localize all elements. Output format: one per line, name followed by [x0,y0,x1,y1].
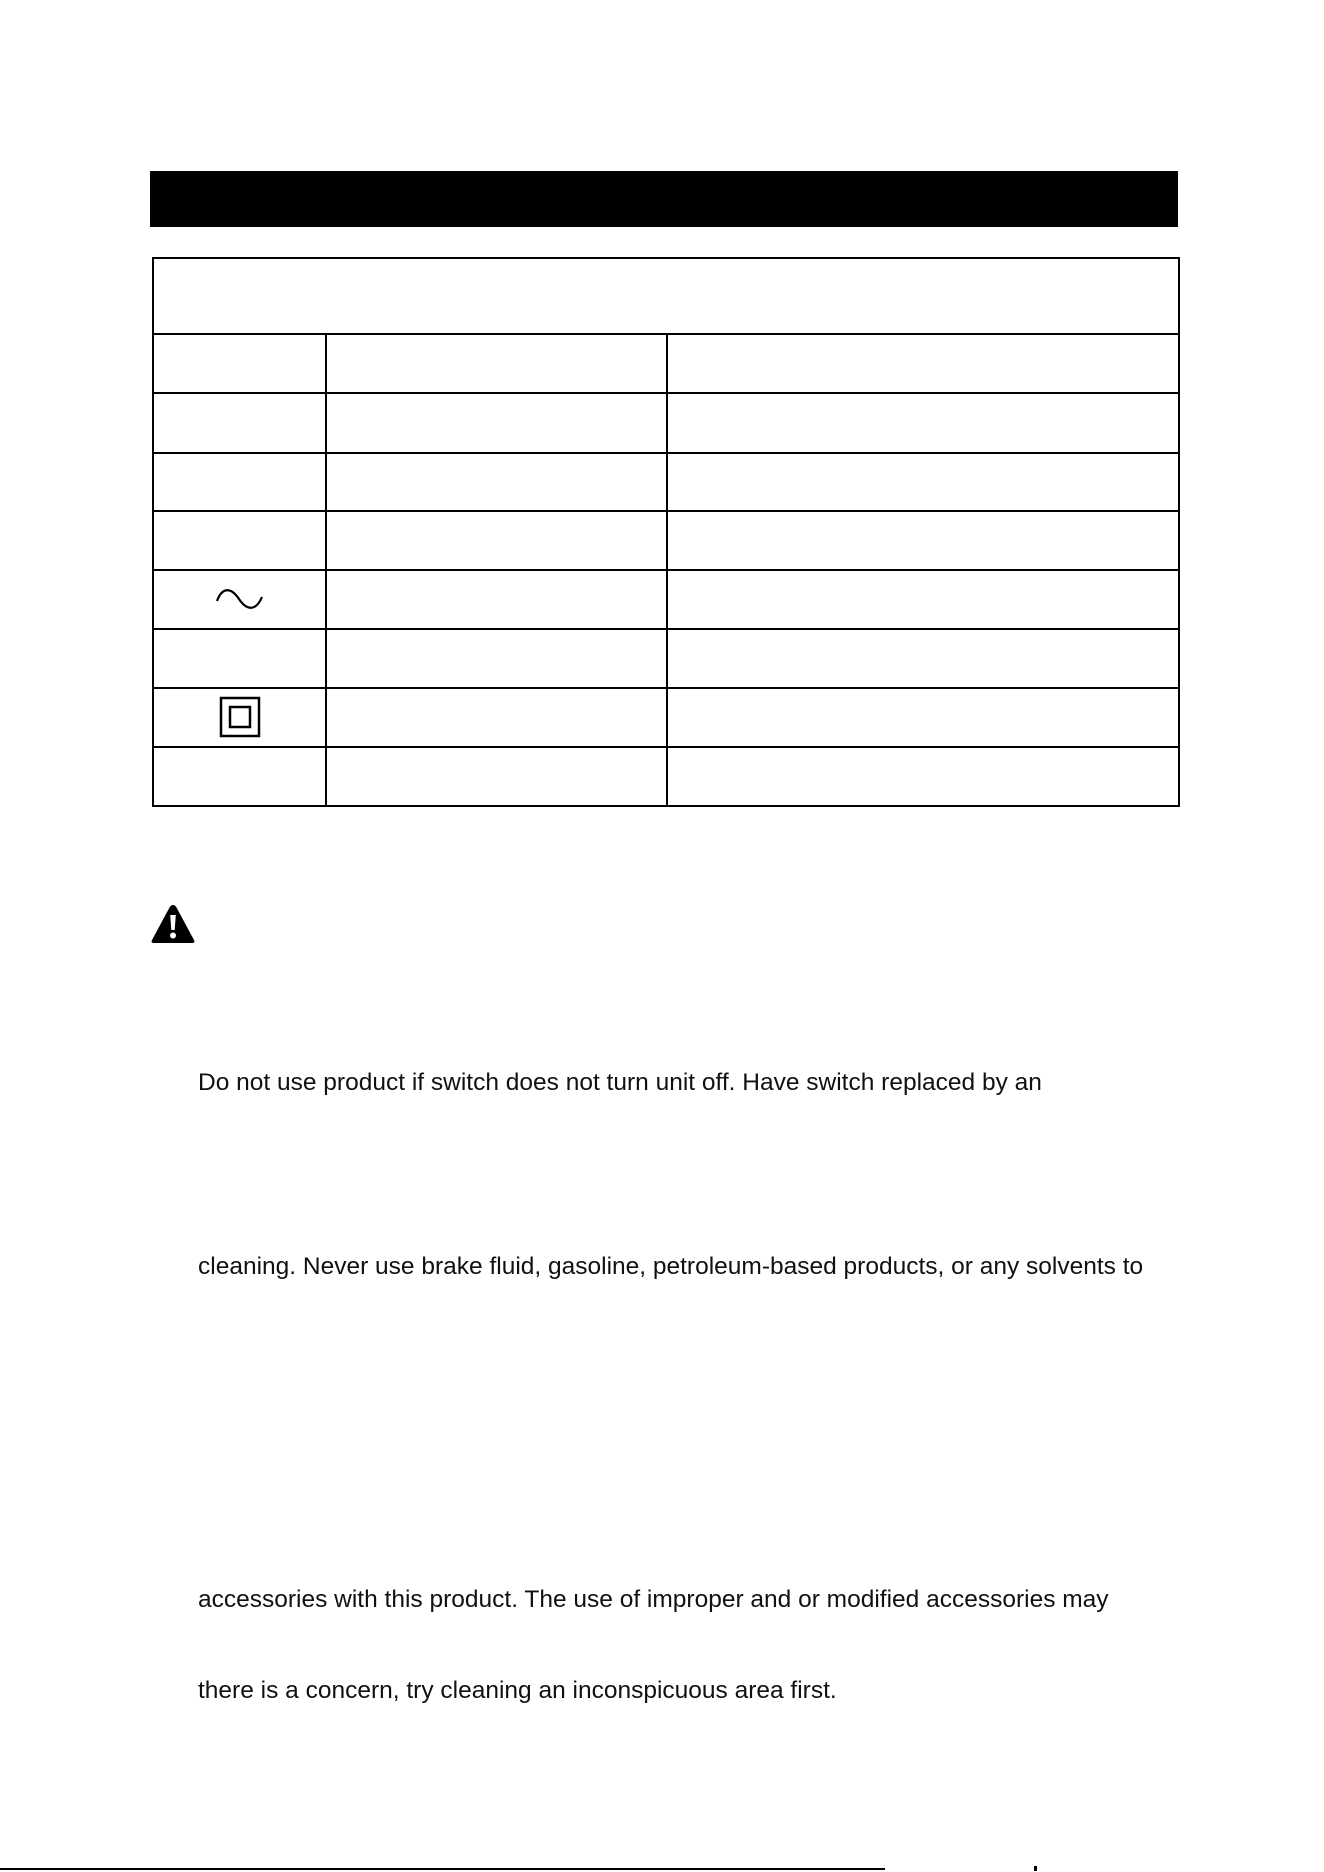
warning-triangle-icon [150,903,196,945]
warning-text-line: accessories with this product. The use of improper and or modified accessories may [198,1586,1109,1613]
double-insulation-icon [219,696,261,738]
table-row [154,687,326,746]
warning-text-line: Do not use product if switch does not turn unit off. Have switch replaced by an [198,1069,1042,1096]
warning-text-line: there is a concern, try cleaning an inconspicuous area first. [198,1677,837,1704]
table-row [154,569,326,628]
symbols-table [152,257,1180,807]
footer-mark [1034,1866,1037,1871]
section-title-bar [150,171,1178,227]
warning-text-line: cleaning. Never use brake fluid, gasoline, petroleum-based products, or any solvents to [198,1253,1144,1280]
alternating-current-icon [214,582,266,616]
footer-divider [0,1868,885,1870]
table-column-divider [666,333,668,805]
